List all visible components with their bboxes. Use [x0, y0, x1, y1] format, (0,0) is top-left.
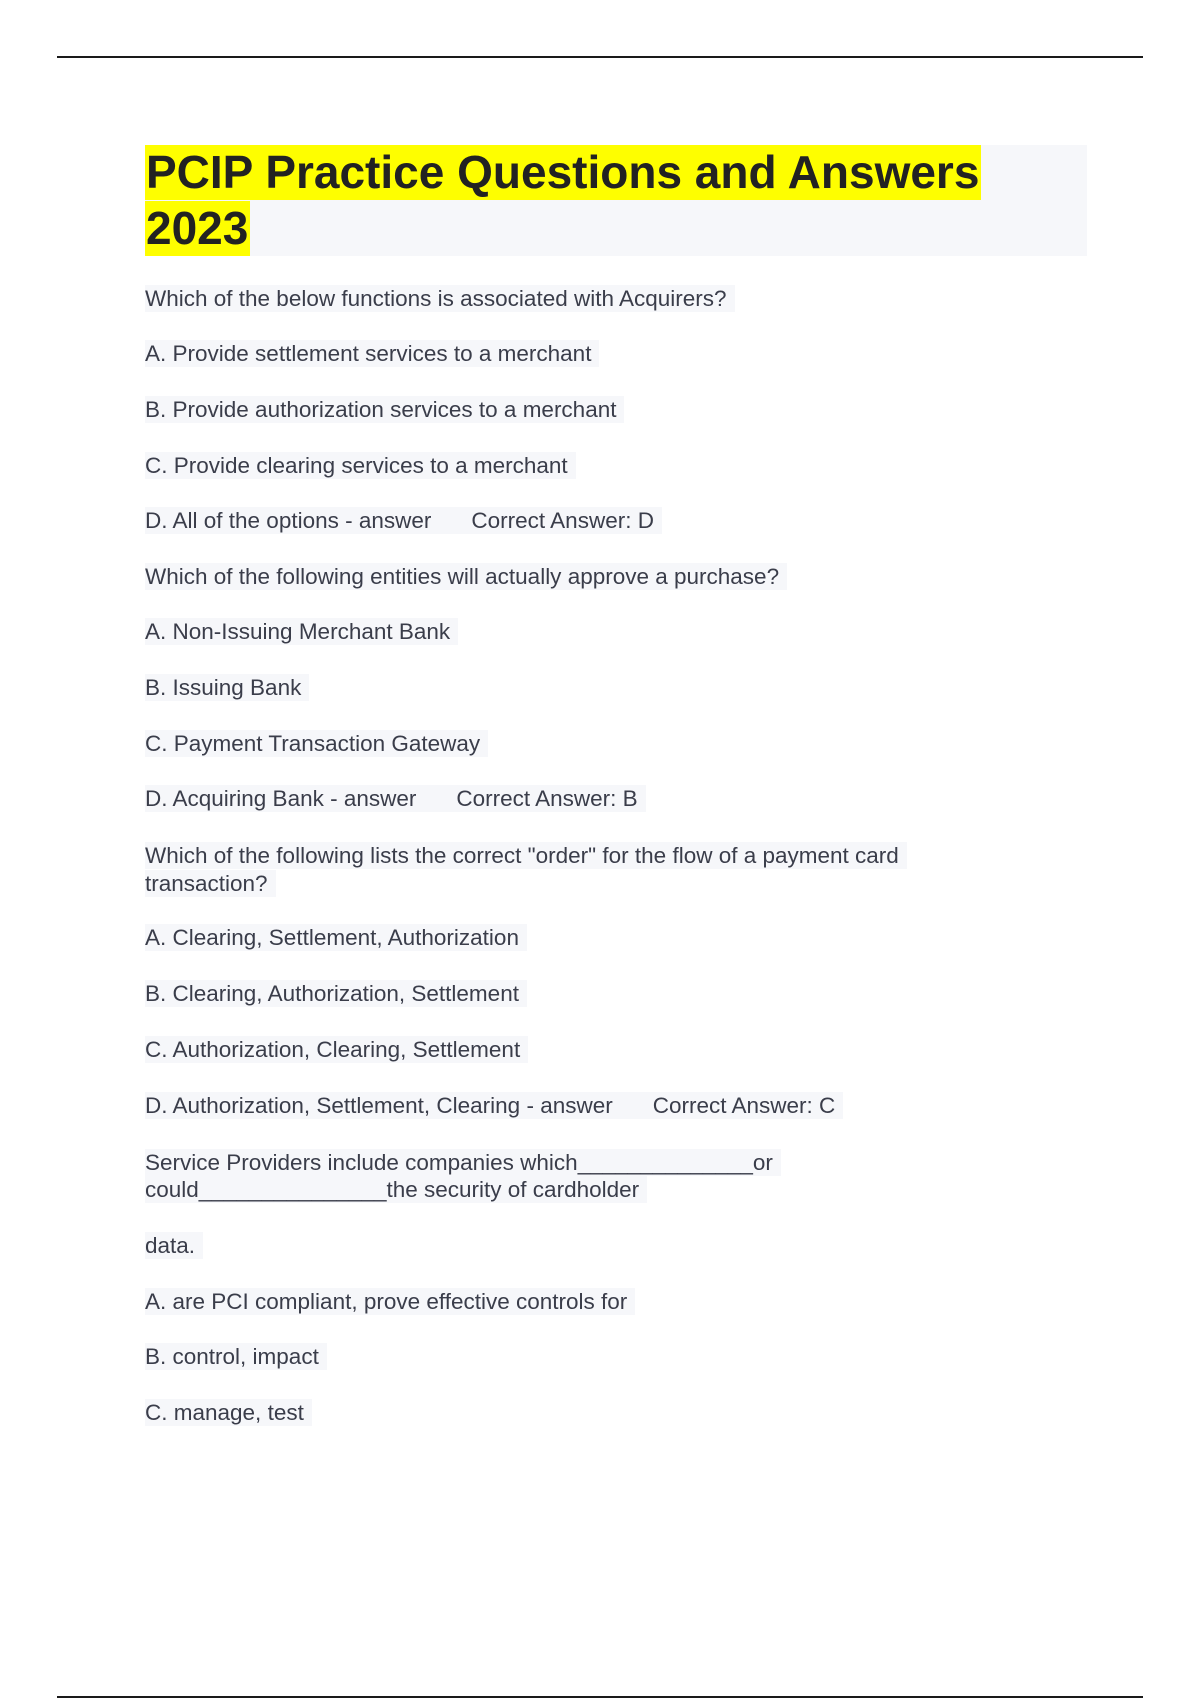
question-2-prompt: Which of the following entities will actually approve a purchase?: [145, 563, 787, 590]
question-2-correct-answer: Correct Answer: B: [456, 786, 638, 811]
title-block: [145, 145, 1087, 256]
question-4-prompt-line-2: could_______________the security of cardholder: [145, 1176, 647, 1203]
question-4-prompt-line-1: Service Providers include companies which______________or: [145, 1149, 781, 1176]
question-3-option-d: D. Authorization, Settlement, Clearing - answer: [145, 1093, 613, 1118]
question-2-option-c: C. Payment Transaction Gateway: [145, 730, 488, 757]
question-4-option-c: C. manage, test: [145, 1399, 312, 1426]
question-2-option-b: B. Issuing Bank: [145, 674, 309, 701]
question-4-option-b: B. control, impact: [145, 1343, 327, 1370]
document-title-line-2: 2023: [146, 202, 249, 254]
question-1-correct-answer: Correct Answer: D: [471, 508, 654, 533]
document-title-line-1: PCIP Practice Questions and Answers: [146, 146, 980, 198]
question-4-prompt-line-3: data.: [145, 1232, 203, 1259]
question-1-prompt: Which of the below functions is associated with Acquirers?: [145, 285, 735, 312]
question-3-option-a: A. Clearing, Settlement, Authorization: [145, 924, 527, 951]
question-3-option-d-row: [145, 1092, 843, 1119]
bottom-rule: [57, 1696, 1143, 1698]
top-rule: [57, 56, 1143, 58]
question-3-correct-answer: Correct Answer: C: [652, 1093, 836, 1118]
question-1-option-a: A. Provide settlement services to a merchant: [145, 340, 599, 367]
question-3-option-b: B. Clearing, Authorization, Settlement: [145, 980, 527, 1007]
question-1-option-b: B. Provide authorization services to a merchant: [145, 396, 624, 423]
question-1-option-c: C. Provide clearing services to a merchant: [145, 452, 576, 479]
question-3-prompt-line-2: transaction?: [145, 870, 276, 897]
question-1-option-d-row: [145, 507, 662, 534]
question-1-option-d: D. All of the options - answer: [145, 508, 432, 533]
question-4-option-a: A. are PCI compliant, prove effective controls for: [145, 1288, 635, 1315]
question-2-option-d-row: [145, 785, 646, 812]
question-3-option-c: C. Authorization, Clearing, Settlement: [145, 1036, 528, 1063]
question-3-prompt-line-1: Which of the following lists the correct "order" for the flow of a payment card: [145, 842, 907, 869]
question-2-option-d: D. Acquiring Bank - answer: [145, 786, 417, 811]
question-2-option-a: A. Non-Issuing Merchant Bank: [145, 618, 458, 645]
